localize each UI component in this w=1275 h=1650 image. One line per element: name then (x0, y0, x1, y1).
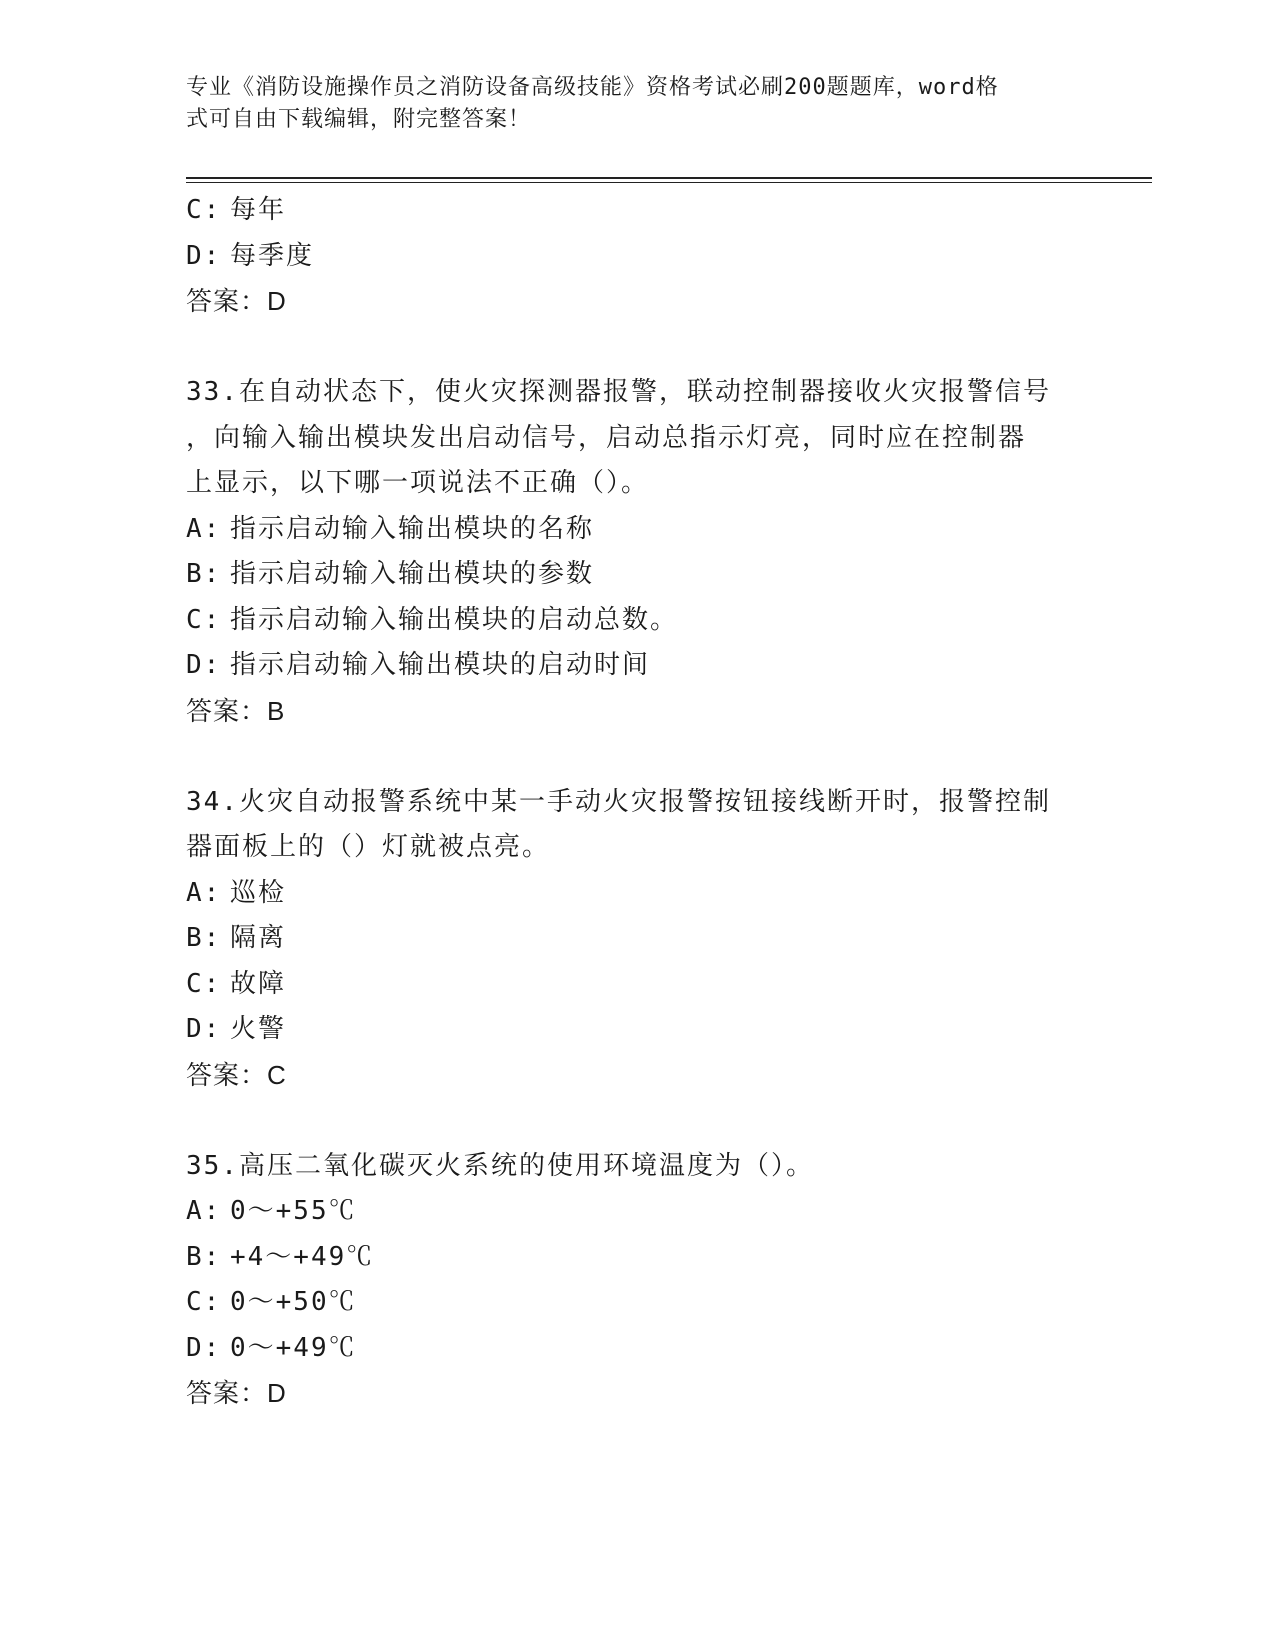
document-header (186, 72, 1066, 136)
option-d: D: 指示启动输入输出模块的启动时间 (186, 650, 651, 680)
question-33-line-1: 33.在自动状态下，使火灾探测器报警，联动控制器接收火灾报警信号 (186, 377, 1051, 407)
header-divider-thin (186, 182, 1152, 183)
option-a: A: 0～+55℃ (186, 1196, 357, 1226)
option-a: A: 指示启动输入输出模块的名称 (186, 513, 595, 544)
question-34-line-2: 器面板上的（）灯就被点亮。 (186, 832, 551, 862)
option-c: C: 每年 (186, 195, 287, 225)
option-b: B: 指示启动输入输出模块的参数 (186, 559, 595, 589)
question-33-line-3: 上显示，以下哪一项说法不正确（）。 (186, 468, 650, 498)
header-line-2: 式可自由下载编辑，附完整答案！ (186, 107, 532, 132)
answer-line: 答案：D (186, 1378, 287, 1408)
answer-line: 答案：C (186, 1059, 287, 1090)
option-d: D: 火警 (186, 1014, 287, 1044)
option-c: C: 指示启动输入输出模块的启动总数。 (186, 604, 679, 635)
question-35-line-1: 35.高压二氧化碳灭火系统的使用环境温度为（）。 (186, 1150, 814, 1181)
option-d: D: 0～+49℃ (186, 1332, 357, 1363)
option-c: C: 0～+50℃ (186, 1287, 357, 1317)
answer-line: 答案：D (186, 286, 287, 316)
option-b: B: +4～+49℃ (186, 1241, 375, 1272)
option-a: A: 巡检 (186, 877, 287, 908)
question-33-line-2: ，向输入输出模块发出启动信号，启动总指示灯亮，同时应在控制器 (186, 422, 1027, 453)
header-divider (186, 177, 1152, 179)
question-content (186, 188, 1086, 1417)
option-c: C: 故障 (186, 968, 287, 999)
answer-line: 答案：B (186, 695, 286, 726)
option-b: B: 隔离 (186, 923, 287, 953)
option-d: D: 每季度 (186, 240, 315, 271)
header-line-1: 专业《消防设施操作员之消防设备高级技能》资格考试必刷200题题库，word格 (186, 75, 999, 100)
question-34-line-1: 34.火灾自动报警系统中某一手动火灾报警按钮接线断开时，报警控制 (186, 786, 1051, 817)
